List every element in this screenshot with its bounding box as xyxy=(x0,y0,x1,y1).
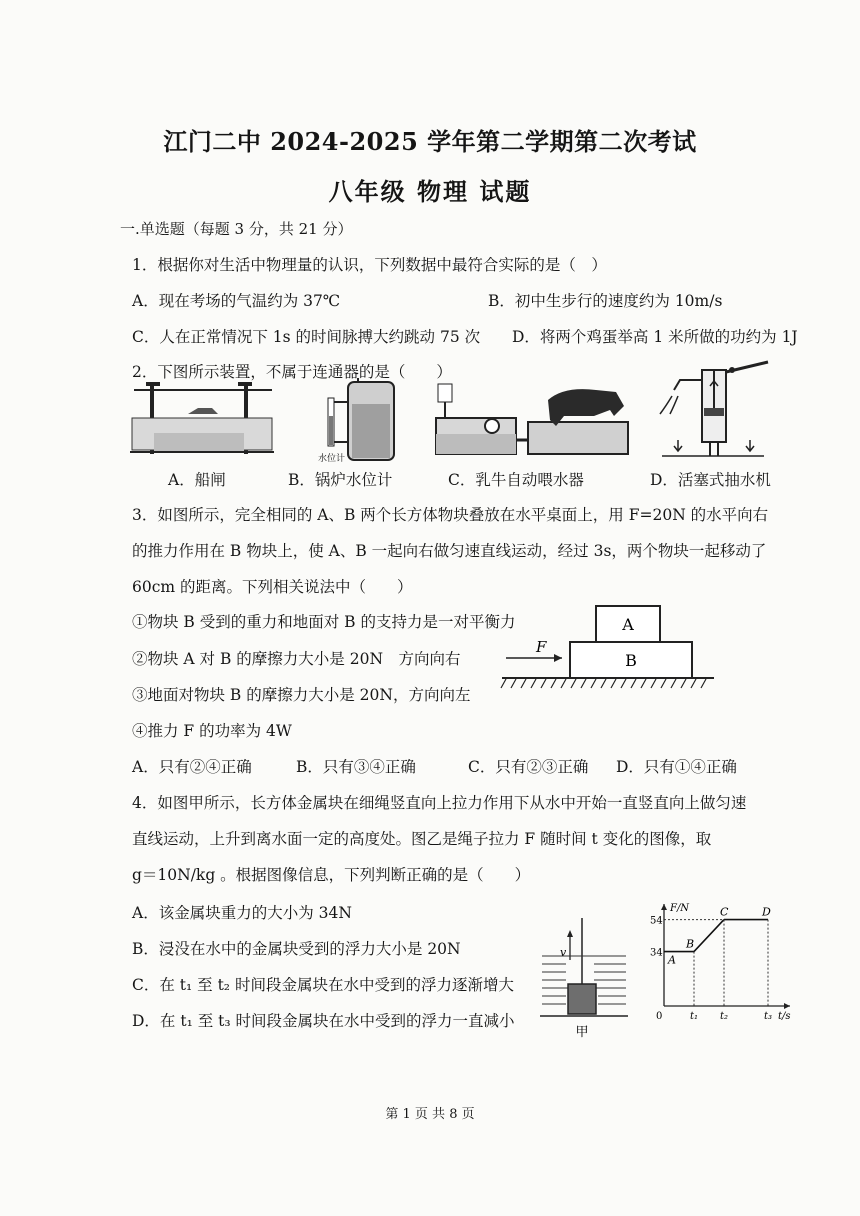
q4-option-c: C．在 t₁ 至 t₂ 时间段金属块在水中受到的浮力逐渐增大 xyxy=(132,976,514,994)
section-heading: 一.单选题（每题 3 分，共 21 分） xyxy=(120,220,353,238)
point-label: D xyxy=(762,905,771,919)
x-tick-label: t₃ xyxy=(764,1011,773,1020)
q1-option-c: C．人在正常情况下 1s 的时间脉搏大约跳动 75 次 xyxy=(132,328,481,346)
q2-option-d: D．活塞式抽水机 xyxy=(650,471,771,489)
figure-jia xyxy=(536,912,636,1042)
cow-feeder-figure xyxy=(432,378,630,462)
origin-label: 0 xyxy=(656,1011,663,1020)
x-tick-label: t₁ xyxy=(690,1011,699,1020)
figure-jia-caption: 甲 xyxy=(575,1025,589,1040)
q4-option-a: A．该金属块重力的大小为 34N xyxy=(132,904,352,922)
q2-stem: 2．下图所示装置，不属于连通器的是（ ） xyxy=(132,363,452,381)
q4-option-d: D．在 t₁ 至 t₃ 时间段金属块在水中受到的浮力一直减小 xyxy=(132,1012,515,1030)
q4-line-3: g＝10N/kg 。根据图像信息，下列判断正确的是（ ） xyxy=(132,866,531,884)
q3-statement-1: ①物块 B 受到的重力和地面对 B 的支持力是一对平衡力 xyxy=(132,613,516,631)
q2-option-c: C．乳牛自动喂水器 xyxy=(448,471,584,489)
q3-line-1: 3．如图所示，完全相同的 A、B 两个长方体物块叠放在水平桌面上，用 F=20N 的水平向右 xyxy=(132,506,769,524)
q4-line-1: 4．如图甲所示，长方体金属块在细绳竖直向上拉力作用下从水中开始一直竖直向上做匀速 xyxy=(132,794,747,812)
y-axis-label: F/N xyxy=(670,903,690,914)
q3-line-2: 的推力作用在 B 物块上，使 A、B 一起向右做匀速直线运动，经过 3s，两个物块一起移动了 xyxy=(132,542,767,560)
q1-stem: 1．根据你对生活中物理量的认识，下列数据中最符合实际的是（ ） xyxy=(132,256,607,274)
q4-line-2: 直线运动，上升到离水面一定的高度处。图乙是绳子拉力 F 随时间 t 变化的图像，取 xyxy=(132,830,712,848)
point-label: B xyxy=(686,937,695,951)
q3-statement-4: ④推力 F 的功率为 4W xyxy=(132,722,292,740)
q3-option-c: C．只有②③正确 xyxy=(468,758,589,776)
force-time-graph xyxy=(650,898,800,1020)
x-axis-label: t/s xyxy=(778,1011,791,1020)
y-tick-label: 34 xyxy=(650,947,663,959)
q3-option-b: B．只有③④正确 xyxy=(296,758,416,776)
q3-statement-3: ③地面对物块 B 的摩擦力大小是 20N，方向向左 xyxy=(132,686,471,704)
q3-blocks-figure xyxy=(500,600,720,692)
water-gauge-label: 水位计 xyxy=(318,454,346,464)
point-label: A xyxy=(668,953,676,967)
velocity-label: v xyxy=(560,946,567,959)
q3-statement-2: ②物块 A 对 B 的摩擦力大小是 20N 方向向右 xyxy=(132,650,461,668)
block-b-label: B xyxy=(625,651,637,670)
page-footer: 第 1 页 共 8 页 xyxy=(385,1107,475,1122)
graph-segment xyxy=(694,920,724,952)
q2-option-b: B．锅炉水位计 xyxy=(288,471,393,489)
q3-option-a: A．只有②④正确 xyxy=(132,758,252,776)
exam-title: 江门二中 2024-2025 学年第二学期第二次考试 xyxy=(163,127,697,156)
q4-option-b: B．浸没在水中的金属块受到的浮力大小是 20N xyxy=(132,940,461,958)
y-tick-label: 54 xyxy=(650,915,663,927)
force-f-label: F xyxy=(536,638,547,656)
point-label: C xyxy=(720,905,729,919)
q3-line-3: 60cm 的距离。下列相关说法中（ ） xyxy=(132,578,413,596)
exam-subtitle: 八年级 物理 试题 xyxy=(328,177,532,206)
q2-option-a: A．船闸 xyxy=(168,471,226,489)
block-a-label: A xyxy=(622,615,634,634)
piston-pump-figure xyxy=(648,356,774,462)
q3-option-d: D．只有①④正确 xyxy=(616,758,737,776)
x-tick-label: t₂ xyxy=(720,1011,729,1020)
q1-option-d: D．将两个鸡蛋举高 1 米所做的功约为 1J xyxy=(512,328,798,346)
q1-option-a: A．现在考场的气温约为 37℃ xyxy=(132,292,341,310)
ship-lock-figure xyxy=(128,378,278,464)
q1-option-b: B．初中生步行的速度约为 10m/s xyxy=(488,292,723,310)
